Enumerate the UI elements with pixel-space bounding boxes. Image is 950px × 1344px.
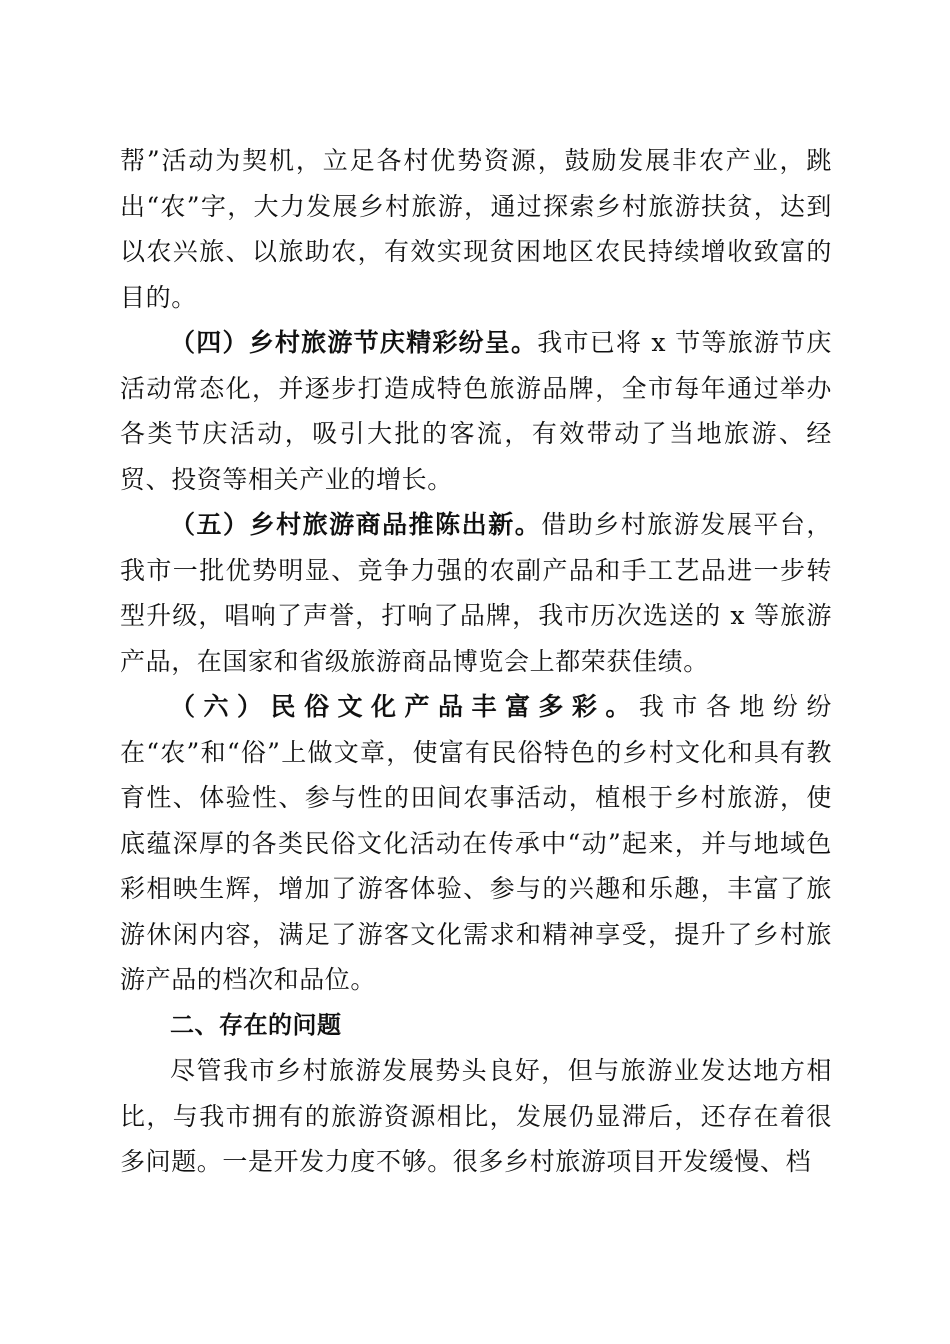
paragraph-lead: （六）民俗文化产品丰富多彩。 (170, 692, 639, 721)
paragraph-body: 帮”活动为契机，立足各村优势资源，鼓励发展非农产业，跳出“农”字，大力发展乡村旅游，通过探索乡村旅游扶贫，达到以农兴旅、以旅助农，有效实现贫困地区农民持续增收致富的目的。 (120, 146, 832, 312)
paragraph-body: 尽管我市乡村旅游发展势头良好，但与旅游业发达地方相比，与我市拥有的旅游资源相比，发展仍显滞后，还存在着很多问题。一是开发力度不够。很多乡村旅游项目开发缓慢、档 (120, 1056, 832, 1176)
paragraph-body: 我市已将 x 节等旅游节庆活动常态化，并逐步打造成特色旅游品牌，全市每年通过举办各类节庆活动，吸引大批的客流，有效带动了当地旅游、经贸、投资等相关产业的增长。 (120, 328, 832, 494)
paragraph-lead: （五）乡村旅游商品推陈出新。 (170, 510, 542, 539)
paragraph-body: 我市各地纷纷在“农”和“俗”上做文章，使富有民俗特色的乡村文化和具有教育性、体验性、参与性的田间农事活动，植根于乡村旅游，使底蕴深厚的各类民俗文化活动在传承中“动”起来，并与地域色彩相映生辉，增加了游客体验、参与的兴趣和乐趣，丰富了旅游休闲内容，满足了游客文化需求和精神享受，提升了乡村旅游产品的档次和品位。 (120, 692, 832, 994)
section-heading: 二、存在的问题 (170, 1010, 342, 1039)
paragraph-continuation (120, 138, 832, 320)
paragraph-body: 借助乡村旅游发展平台，我市一批优势明显、竞争力强的农副产品和手工艺品进一步转型升级，唱响了声誉，打响了品牌，我市历次选送的 x 等旅游产品，在国家和省级旅游商品博览会上都荣获佳绩。 (120, 510, 832, 676)
paragraph-folk-culture (120, 684, 832, 1003)
paragraph-lead: （四）乡村旅游节庆精彩纷呈。 (170, 328, 538, 357)
paragraph-problems (120, 1048, 832, 1185)
paragraph-products (120, 502, 832, 684)
document-page (120, 138, 832, 1185)
paragraph-festivals (120, 320, 832, 502)
